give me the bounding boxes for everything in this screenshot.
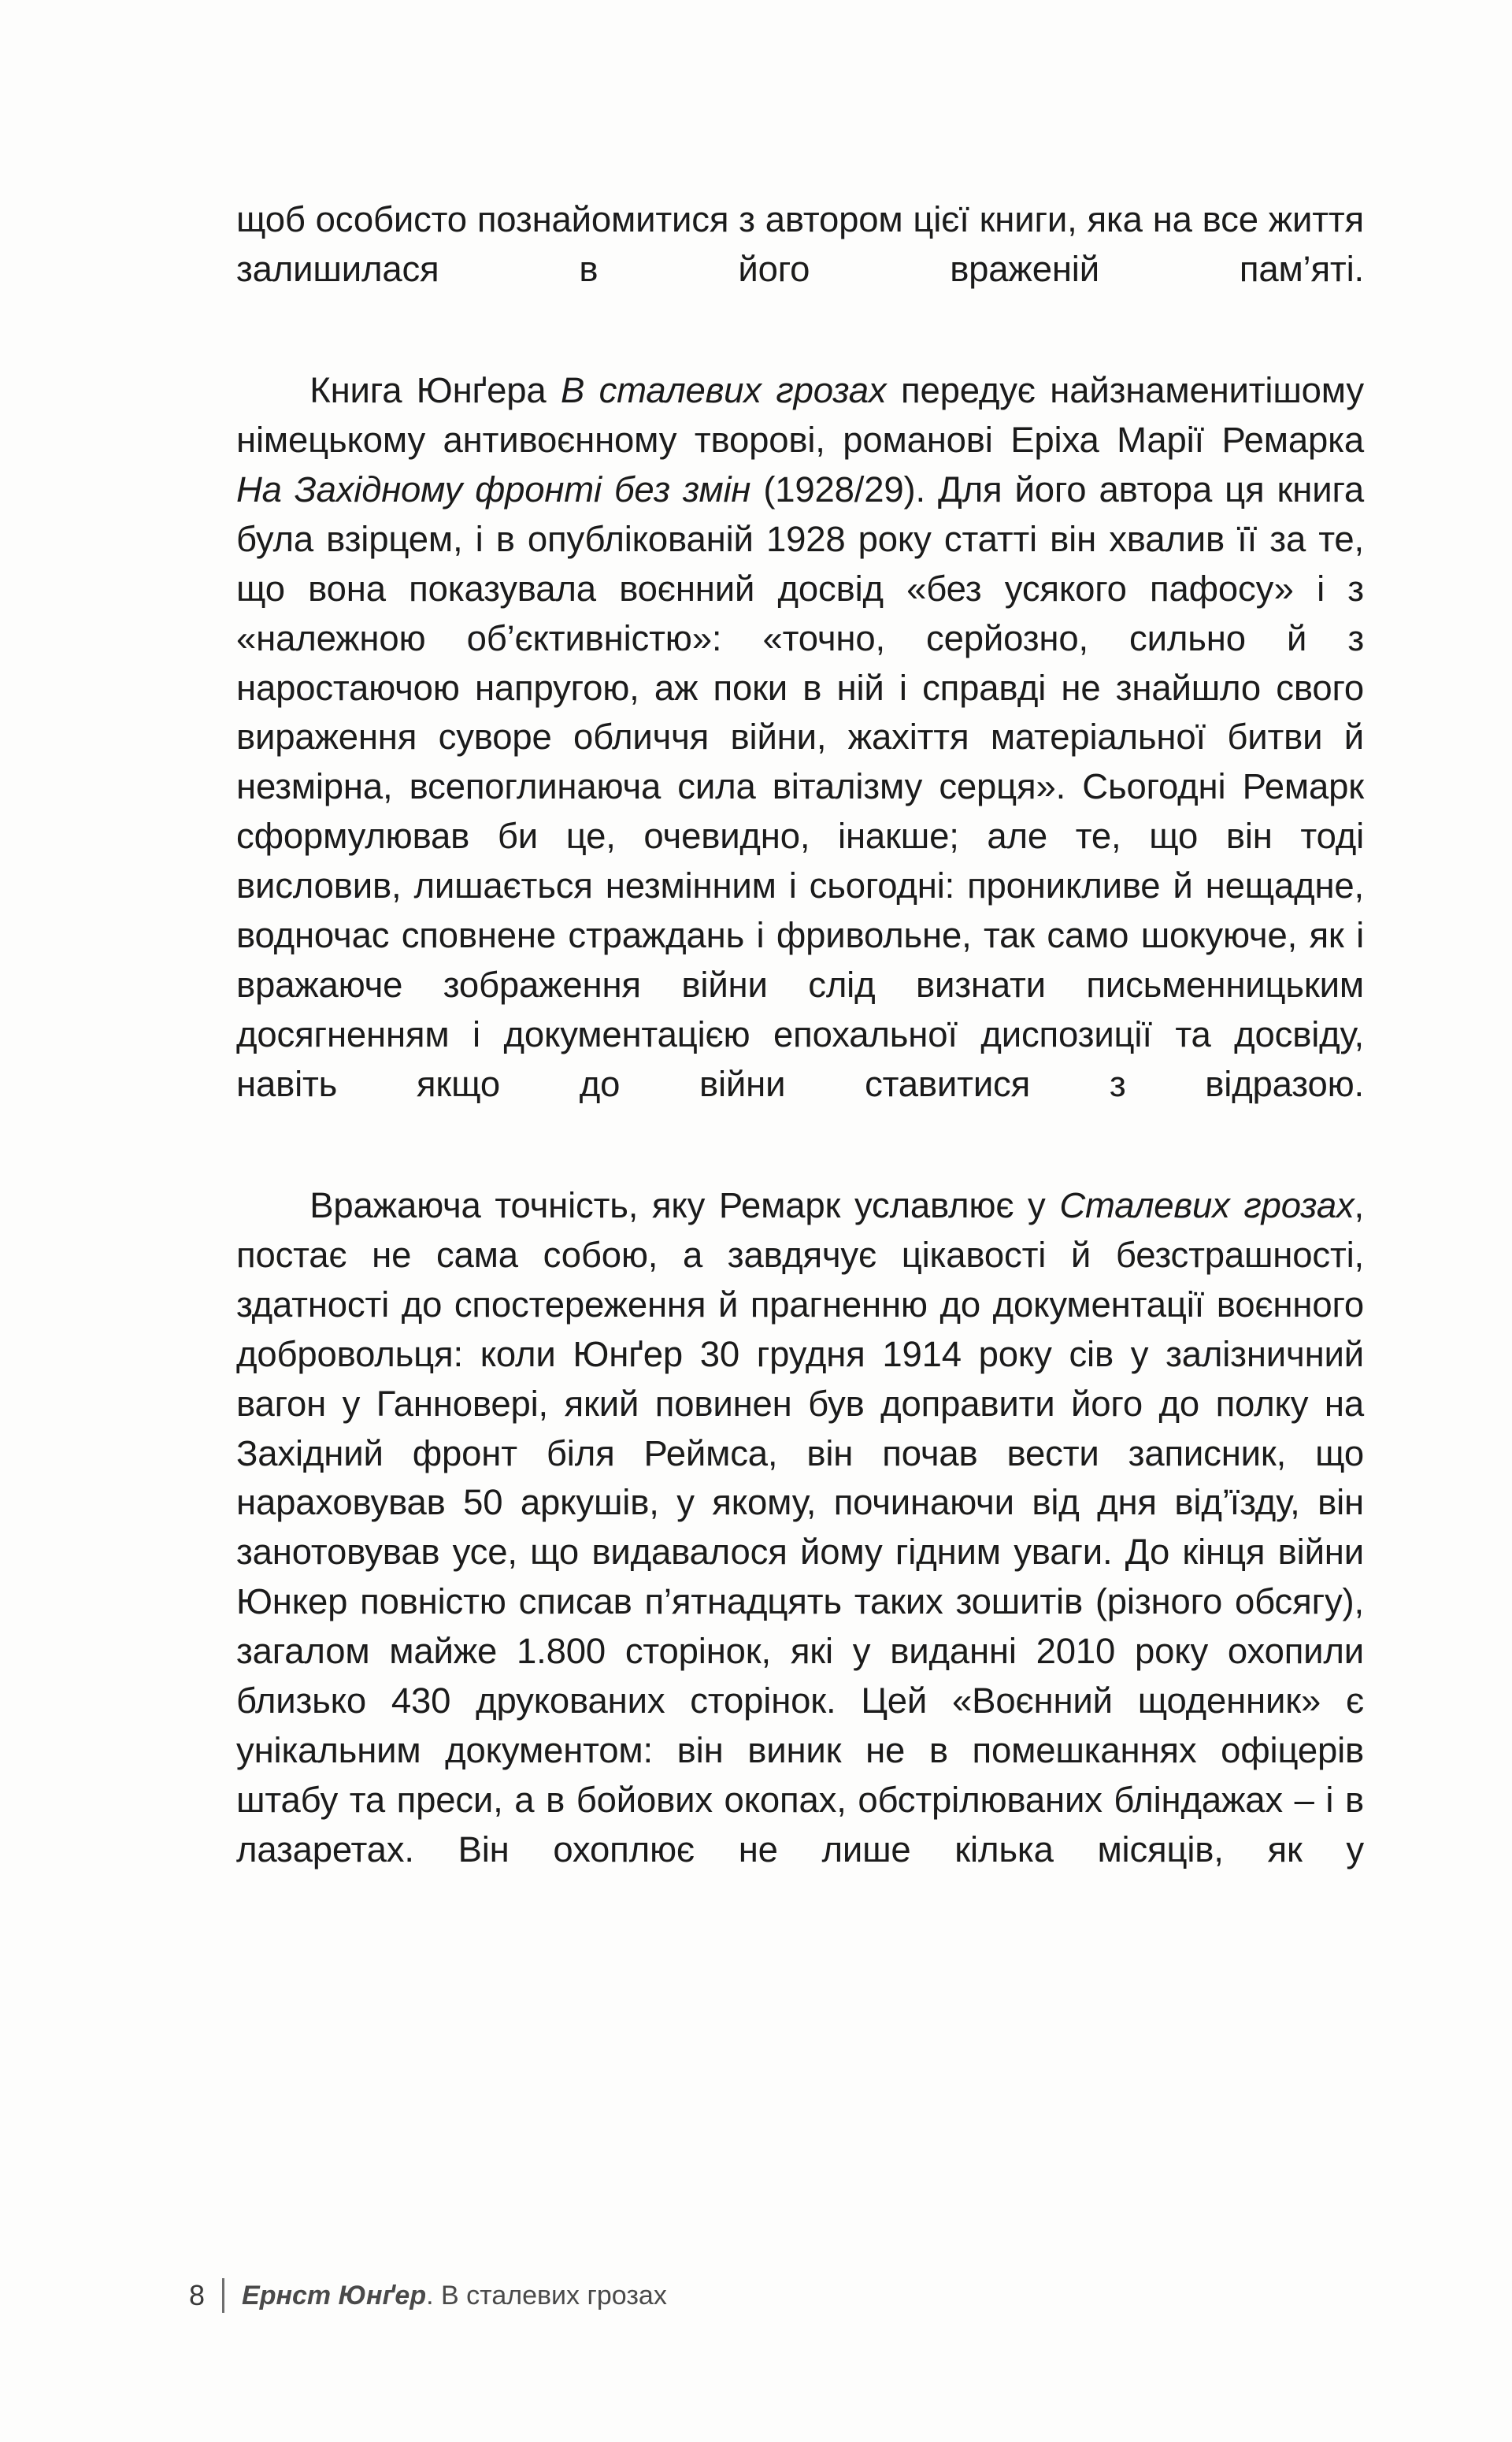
page-footer — [189, 2278, 667, 2313]
running-head-separator: . — [426, 2281, 434, 2310]
paragraph-text: щоб особисто познайомитися з автором цієї книги, яка на все життя залишилася в його враженій пам’яті. — [236, 199, 1364, 289]
page-number: 8 — [189, 2279, 206, 2311]
text-run: (1928/29). Для його автора ця книга була взірцем, і в опублікованій 1928 року статті він хвалив її за те, що вона показувала воєнний досвід «без усякого пафосу» і з «належною об’єктивністю»: «точно, серйозно, сильно й з наростаючою напругою, аж поки в ній і справді не знайшло свого вираження суворе обличчя війни, жахіття матеріальної битви й незмірна, всепоглинаюча сила віталізму серця». Сьогодні Ремарк сформулював би це, очевидно, інакше; але те, що він тоді висловив, лишається незмінним і сьогодні: проникливе й нещадне, водночас сповнене страждань і фривольне, так само шокуюче, як і вражаюче зображення війни слід визнати письменницьким досягненням і документацією епохальної диспозиції та досвіду, навіть якщо до війни ставитися з відразою. — [236, 469, 1364, 1104]
running-head-title: В сталевих грозах — [433, 2281, 667, 2310]
text-run: передує найзнаменитішому німецькому антивоєнному творові, романові Еріха Марії Ремарка — [236, 369, 1364, 460]
running-head-author: Ернст Юнґер — [242, 2281, 427, 2310]
book-title-steel-storms-inflected: Сталевих грозах — [1059, 1184, 1354, 1225]
text-run: Книга Юнґера — [309, 369, 561, 410]
paragraph-precision — [236, 1181, 1364, 1925]
book-title-steel-storms: В сталевих грозах — [560, 369, 887, 410]
page-text-block — [236, 195, 1364, 1925]
book-title-all-quiet: На Західному фронті без змін — [236, 469, 751, 510]
text-run: Вражаюча точність, яку Ремарк уславлює у — [309, 1184, 1060, 1225]
text-run: , постає не сама собою, а завдячує цікавості й безстрашності, здатності до спостереження й прагненню до документації воєнного добровольця: коли Юнґер 30 грудня 1914 року сів у залізничний вагон у Ганновері, який повинен був доправити його до полку на Західний фронт біля Реймса, він почав вести записник, що нараховував 50 аркушів, у якому, починаючи від дня від’їзду, він занотовував усе, що видавалося йому гідним уваги. До кінця війни Юнкер повністю списав п’ятнадцять таких зошитів (різного обсягу), загалом майже 1.800 сторінок, які у виданні 2010 року охопили близько 430 друкованих сторінок. Цей «Воєнний щоденник» є унікальним документом: він виник не в помешканнях офіцерів штабу та преси, а в бойових окопах, обстрілюваних бліндажах – і в лазаретах. Він охоплює не лише кілька місяців, як у — [236, 1184, 1364, 1869]
footer-divider-rule — [222, 2278, 224, 2313]
paragraph-continued — [236, 195, 1364, 344]
paragraph-remarque — [236, 366, 1364, 1159]
running-head — [242, 2282, 667, 2309]
